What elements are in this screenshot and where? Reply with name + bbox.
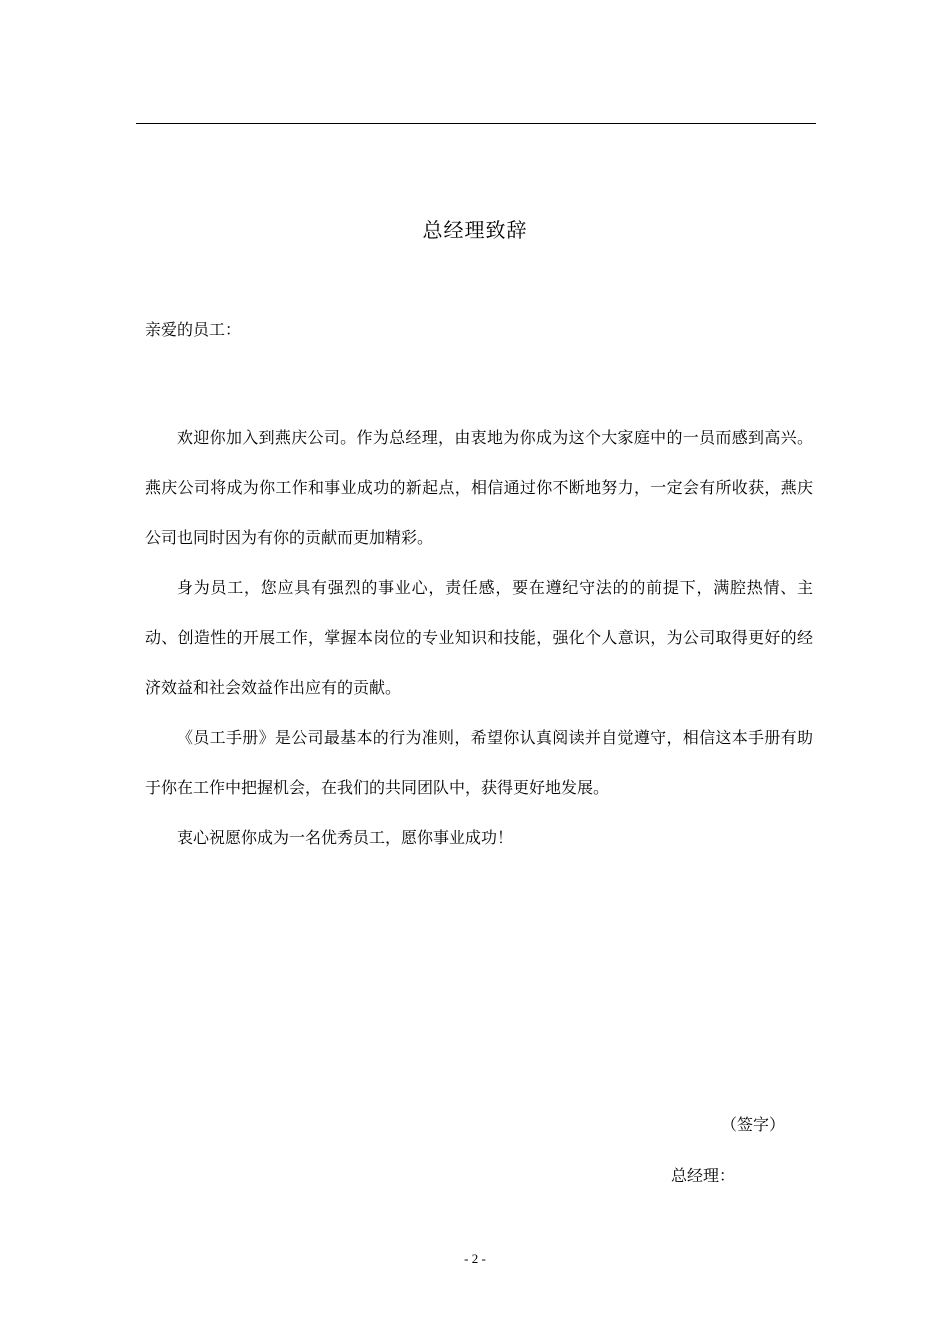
- paragraph-handbook: 《员工手册》是公司最基本的行为准则，希望你认真阅读并自觉遵守，相信这本手册有助于你在工作中把握机会，在我们的共同团队中，获得更好地发展。: [145, 728, 813, 797]
- header-rule: [136, 123, 816, 124]
- salutation: 亲爱的员工：: [145, 320, 242, 339]
- page-number: - 2 -: [464, 1251, 486, 1266]
- signature-label: 总经理：: [671, 1166, 736, 1185]
- paragraph-welcome: 欢迎你加入到燕庆公司。作为总经理，由衷地为你成为这个大家庭中的一员而感到高兴。燕庆公司将成为你工作和事业成功的新起点，相信通过你不断地努力，一定会有所收获，燕庆公司也同时因为有你的贡献而更加精彩。: [145, 428, 813, 547]
- closing-line: 衷心祝愿你成为一名优秀员工，愿你事业成功！: [177, 828, 514, 847]
- signature-note: （签字）: [721, 1115, 786, 1134]
- page-title: 总经理致辞: [422, 218, 528, 242]
- paragraph-responsibility: 身为员工，您应具有强烈的事业心，责任感，要在遵纪守法的的前提下，满腔热情、主动、创造性的开展工作，掌握本岗位的专业知识和技能，强化个人意识，为公司取得更好的经济效益和社会效益作出应有的贡献。: [145, 578, 813, 697]
- letter-body: [145, 413, 813, 863]
